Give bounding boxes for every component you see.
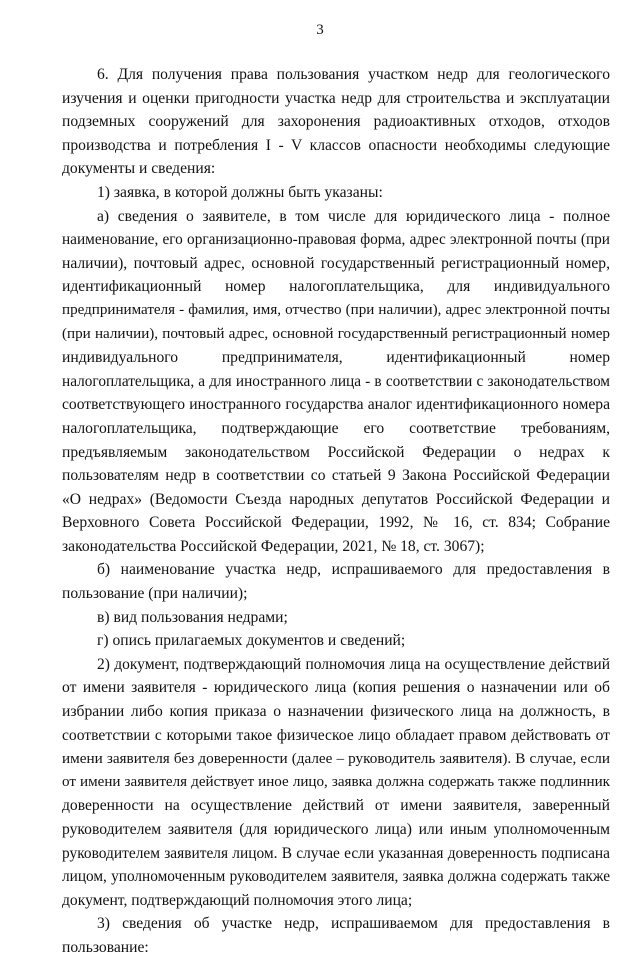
- text-line: соответствующего иностранного государства аналог идентификационного номера: [62, 396, 610, 414]
- text-line: руководителем заявителя лицом. В случае если указанная доверенность подписана: [62, 844, 610, 862]
- text-line: в) вид пользования недрами;: [97, 608, 288, 626]
- text-line: наименование, его организационно-правовая форма, адрес электронной почты (при: [62, 231, 610, 249]
- text-line: пользование (при наличии);: [62, 585, 248, 603]
- text-line: избрании либо копия приказа о назначении физического лица на должность, в: [62, 703, 610, 721]
- text-line: лицом, уполномоченным руководителем заявителя, заявка должна содержать также: [62, 868, 610, 886]
- text-line: идентификационный номер налогоплательщика, для индивидуального: [62, 278, 610, 296]
- text-line: пользование:: [62, 938, 149, 956]
- text-line: пользователям недр в соответствии со статьей 9 Закона Российской Федерации: [62, 467, 610, 485]
- text-line: изучения и оценки пригодности участка недр для строительства и эксплуатации: [62, 89, 610, 107]
- text-line: б) наименование участка недр, испрашиваемого для предоставления в: [97, 561, 610, 579]
- text-line: (при наличии), почтовый адрес, основной государственный регистрационный номер: [62, 325, 610, 342]
- text-line: производства и потребления I - V классов опасности необходимы следующие: [62, 136, 610, 154]
- text-line: от имени заявителя действует иное лицо, заявка должна содержать также подлинник: [62, 773, 610, 790]
- text-line: «О недрах» (Ведомости Съезда народных депутатов Российской Федерации и: [62, 490, 610, 508]
- text-line: доверенности на осуществление действий от имени заявителя, заверенный: [62, 797, 610, 815]
- text-line: имени заявителя без доверенности (далее – руководитель заявителя). В случае, если: [62, 750, 610, 768]
- text-line: 2) документ, подтверждающий полномочия лица на осуществление действий: [97, 655, 610, 673]
- text-line: 1) заявка, в которой должны быть указаны:: [97, 183, 383, 201]
- text-line: подземных сооружений для захоронения радиоактивных отходов, отходов: [62, 113, 610, 131]
- document-body: [62, 63, 610, 960]
- text-line: документы и сведения:: [62, 160, 216, 178]
- text-line: предпринимателя - фамилия, имя, отчество (при наличии), адрес электронной почты: [62, 301, 610, 318]
- text-line: руководителем заявителя (для юридического лица) или иным уполномоченным: [62, 821, 610, 838]
- page-number: 3: [316, 22, 324, 38]
- text-line: документ, подтверждающий полномочия этого лица;: [62, 891, 413, 909]
- text-line: 3) сведения об участке недр, испрашиваемом для предоставления в: [97, 915, 610, 933]
- text-line: от имени заявителя - юридического лица (копия решения о назначении или об: [62, 679, 610, 697]
- text-line: 6. Для получения права пользования участком недр для геологического: [97, 66, 610, 83]
- text-line: а) сведения о заявителе, в том числе для юридического лица - полное: [97, 207, 610, 225]
- text-line: наличии), почтовый адрес, основной государственный регистрационный номер,: [62, 254, 610, 272]
- text-line: Верховного Совета Российской Федерации, 1992, № 16, ст. 834; Собрание: [62, 514, 610, 532]
- text-line: налогоплательщика, а для иностранного лица - в соответствии с законодательством: [62, 372, 610, 390]
- text-line: законодательства Российской Федерации, 2021, № 18, ст. 3067);: [62, 537, 485, 555]
- text-line: индивидуального предпринимателя, идентификационный номер: [62, 349, 610, 367]
- text-line: налогоплательщика, подтверждающие его соответствие требованиям,: [62, 419, 610, 437]
- text-line: г) опись прилагаемых документов и сведений;: [97, 632, 406, 650]
- text-line: соответствии с которыми такое физическое лицо обладает правом действовать от: [62, 726, 610, 744]
- text-line: предъявляемым законодательством Российской Федерации о недрах к: [62, 443, 610, 461]
